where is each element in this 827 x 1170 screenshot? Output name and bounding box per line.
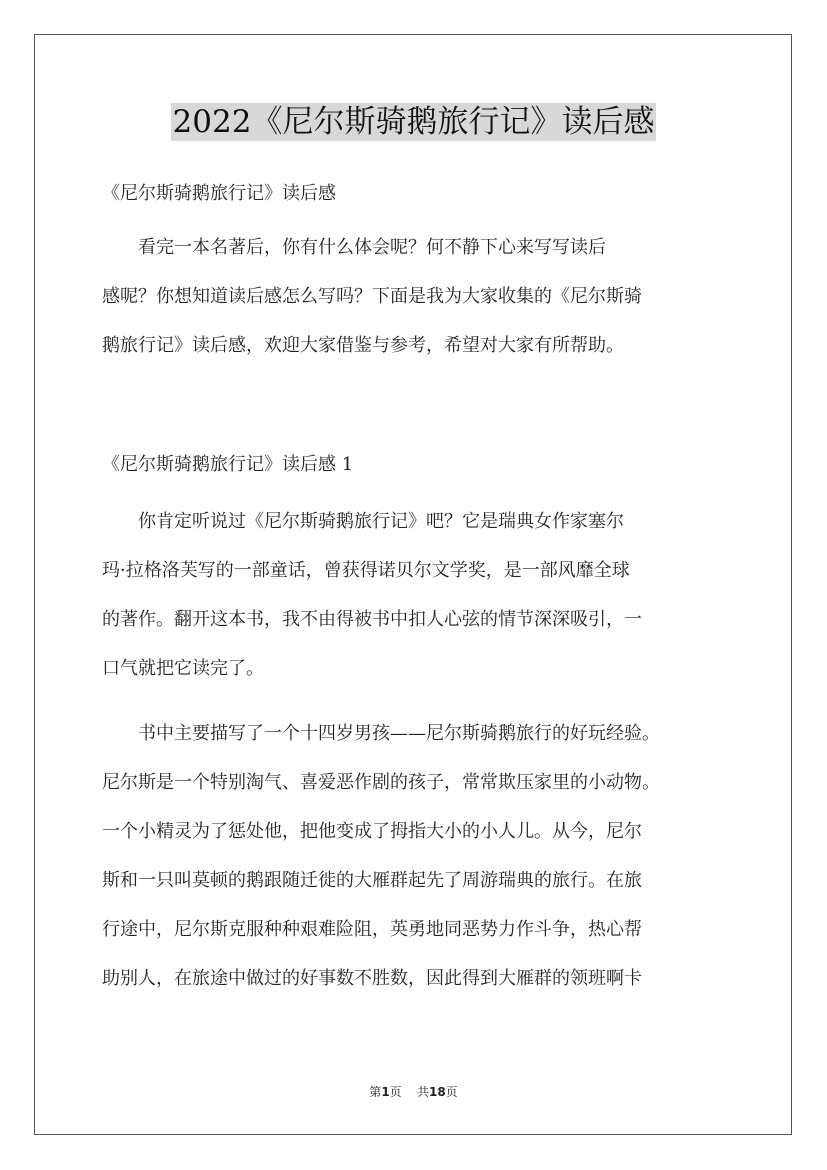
document-title: 2022《尼尔斯骑鹅旅行记》读后感: [172, 104, 655, 140]
section-heading: 《尼尔斯骑鹅旅行记》读后感 1: [102, 454, 354, 475]
total-pages: 18: [428, 1085, 446, 1099]
paragraph-line: 玛·拉格洛芙写的一部童话，曾获得诺贝尔文学奖，是一部风靡全球: [102, 560, 630, 581]
page-number: 1: [381, 1085, 390, 1099]
intro-paragraph: [102, 236, 742, 383]
intro-line: 鹅旅行记》读后感，欢迎大家借鉴与参考，希望对大家有所帮助。: [102, 335, 624, 356]
paragraph-line: 行途中，尼尔斯克服种种艰难险阻，英勇地同恶势力作斗争，热心帮: [102, 919, 642, 940]
title-container: [0, 103, 827, 141]
page-prefix: 第: [369, 1085, 382, 1099]
paragraph-line: 口气就把它读完了。: [102, 658, 264, 679]
paragraph-line: 尼尔斯是一个特别淘气、喜爱恶作剧的孩子，常常欺压家里的小动物。: [102, 772, 660, 793]
page-suffix: 页: [389, 1085, 402, 1099]
intro-line: 看完一本名著后，你有什么体会呢？何不静下心来写写读后: [102, 237, 606, 258]
paragraph-2: [102, 722, 742, 1016]
total-prefix: 共: [416, 1085, 429, 1099]
document-subtitle: 《尼尔斯骑鹅旅行记》读后感: [102, 183, 336, 204]
paragraph-line: 的著作。翻开这本书，我不由得被书中扣人心弦的情节深深吸引，一: [102, 609, 642, 630]
total-suffix: 页: [445, 1085, 458, 1099]
page-footer: [0, 1083, 827, 1100]
paragraph-line: 助别人，在旅途中做过的好事数不胜数，因此得到大雁群的领班啊卡: [102, 968, 642, 989]
paragraph-line: 你肯定听说过《尼尔斯骑鹅旅行记》吧？它是瑞典女作家塞尔: [102, 511, 624, 532]
paragraph-line: 一个小精灵为了惩处他，把他变成了拇指大小的小人儿。从今，尼尔: [102, 821, 642, 842]
paragraph-line: 书中主要描写了一个十四岁男孩——尼尔斯骑鹅旅行的好玩经验。: [102, 723, 660, 744]
paragraph-line: 斯和一只叫莫顿的鹅跟随迁徙的大雁群起先了周游瑞典的旅行。在旅: [102, 870, 642, 891]
intro-line: 感呢？你想知道读后感怎么写吗？下面是我为大家收集的《尼尔斯骑: [102, 286, 642, 307]
paragraph-1: [102, 510, 742, 706]
